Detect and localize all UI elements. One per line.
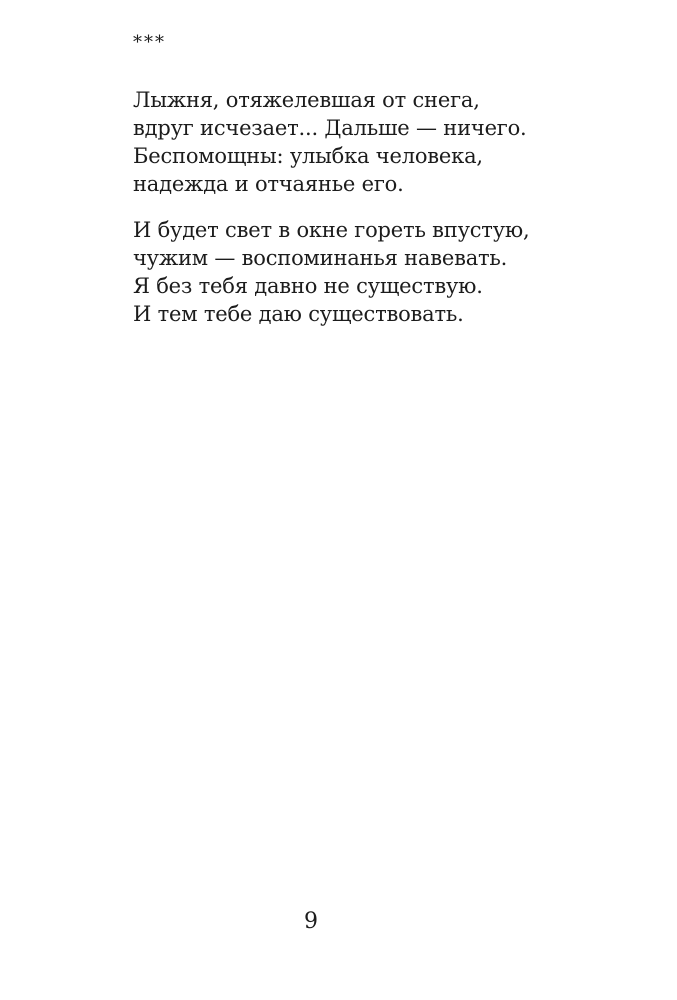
poem-line: Я без тебя давно не существую. (133, 274, 483, 298)
stanza-1 (133, 86, 527, 198)
poem-line: И тем тебе даю существовать. (133, 302, 464, 326)
section-separator: *** (133, 32, 166, 53)
poem-line: надежда и отчаянье его. (133, 172, 404, 196)
poem-line: чужим — воспоминанья навевать. (133, 246, 508, 270)
poem-line: И будет свет в окне гореть впустую, (133, 218, 530, 242)
poem-line: Лыжня, отяжелевшая от снега, (133, 88, 480, 112)
page-number: 9 (304, 909, 318, 934)
stanza-2 (133, 216, 529, 328)
poem-line: вдруг исчезает... Дальше — ничего. (133, 116, 527, 140)
poem-line: Беспомощны: улыбка человека, (133, 144, 483, 168)
